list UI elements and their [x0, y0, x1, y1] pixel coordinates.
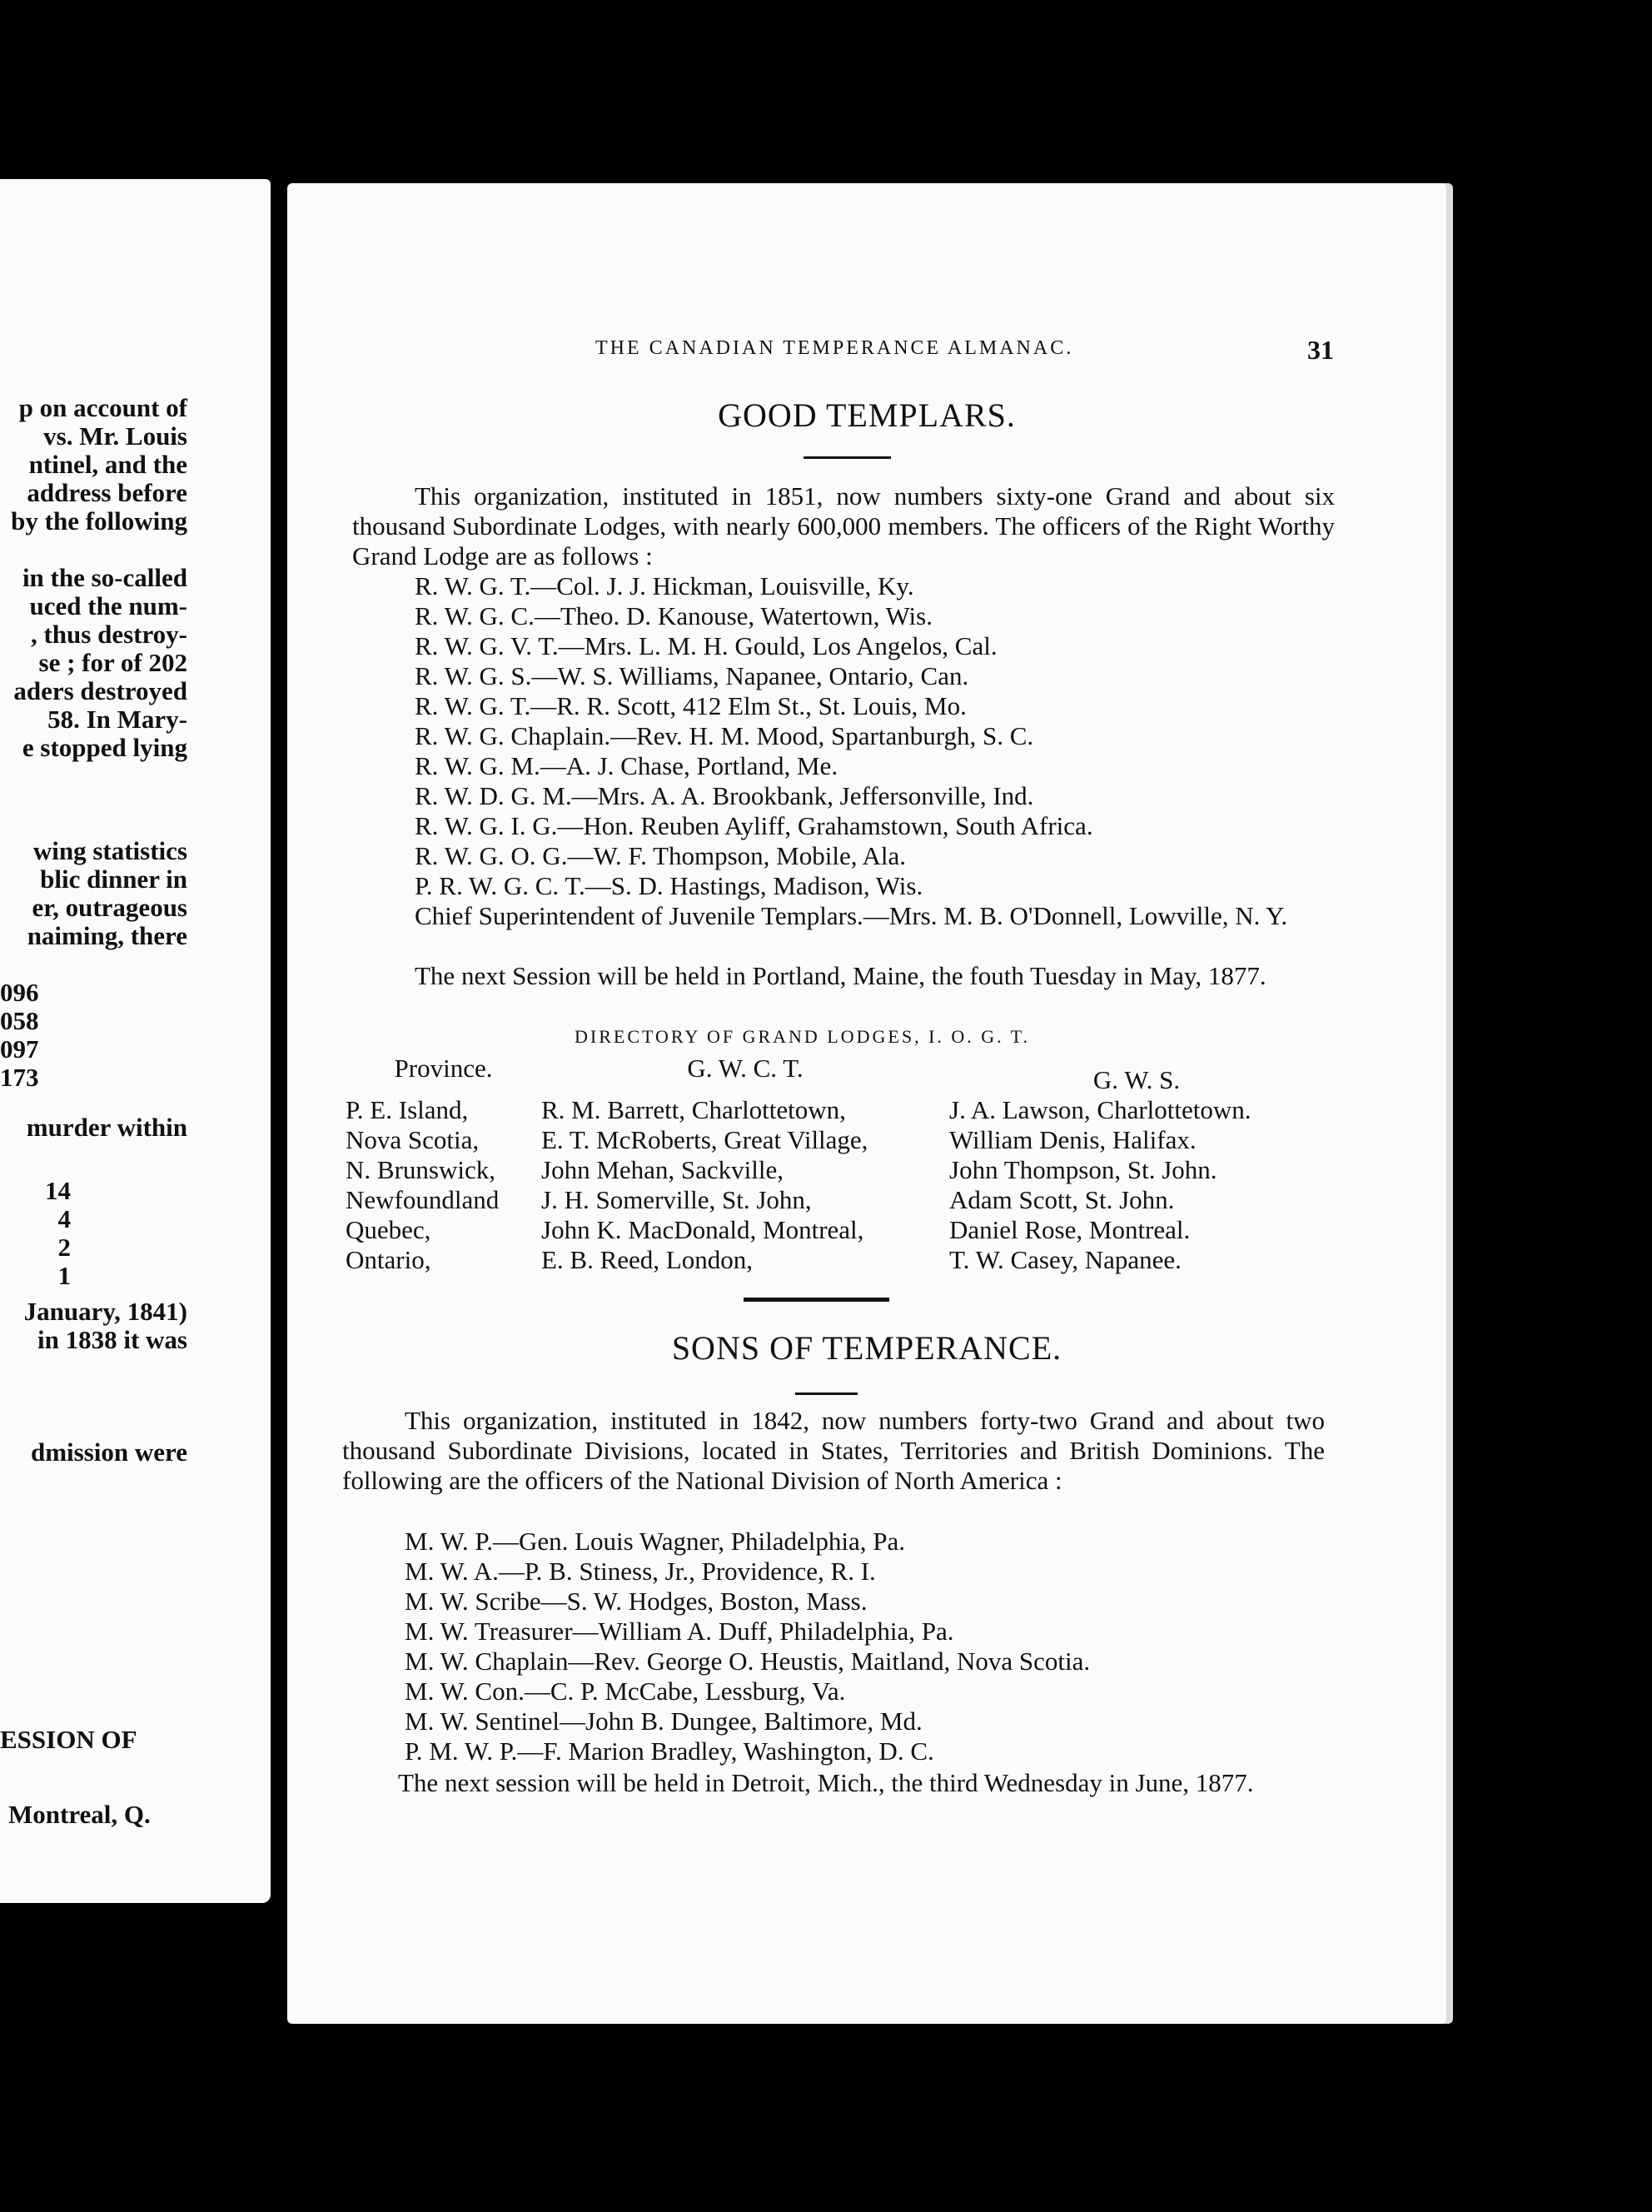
left-page-column — [0, 1113, 187, 1142]
sons-of-temperance-next-session: The next session will be held in Detroit, Mich., the third Wednesday in June, 1877. — [398, 1768, 1254, 1797]
directory-heading: DIRECTORY OF GRAND LODGES, I. O. G. T. — [575, 1026, 1031, 1047]
officer-entry: M. W. P.—Gen. Louis Wagner, Philadelphia, Pa. — [405, 1527, 906, 1556]
officer-entry: R. W. G. T.—Col. J. J. Hickman, Louisville, Ky. — [415, 571, 914, 600]
left-line: p on account of — [18, 393, 187, 422]
left-line: in 1838 it was — [37, 1325, 187, 1354]
left-line: 058 — [0, 1006, 39, 1035]
good-templars-next-session: The next Session will be held in Portland, Maine, the fouth Tuesday in May, 1877. — [415, 961, 1266, 990]
officer-entry: R. W. D. G. M.—Mrs. A. A. Brookbank, Jeffersonville, Ind. — [415, 781, 1034, 810]
page-number: 31 — [1307, 335, 1334, 365]
left-page-column — [0, 1726, 183, 1754]
table-row — [346, 1095, 1324, 1125]
left-line: aders destroyed — [13, 676, 187, 705]
gws-cell: T. W. Casey, Napanee. — [949, 1245, 1182, 1274]
table-row — [346, 1185, 1324, 1215]
left-line: address before — [27, 478, 187, 507]
officer-entry: M. W. Treasurer—William A. Duff, Philadelphia, Pa. — [405, 1617, 954, 1646]
good-templars-officers — [352, 571, 1351, 901]
gws-cell: Daniel Rose, Montreal. — [949, 1215, 1191, 1244]
gwct-cell: E. T. McRoberts, Great Village, — [541, 1125, 868, 1154]
left-line: 4 — [57, 1204, 71, 1233]
left-line: murder within — [26, 1113, 187, 1142]
province-cell: P. E. Island, — [346, 1095, 469, 1124]
officer-entry: M. W. Chaplain—Rev. George O. Heustis, Maitland, Nova Scotia. — [405, 1647, 1091, 1676]
gws-cell: William Denis, Halifax. — [949, 1125, 1197, 1154]
table-row — [346, 1245, 1324, 1275]
left-line: January, 1841) — [23, 1297, 187, 1326]
province-cell: Nova Scotia, — [346, 1125, 480, 1154]
left-line: 096 — [0, 978, 39, 1007]
gwct-cell: John K. MacDonald, Montreal, — [541, 1215, 864, 1244]
column-header-province: Province. — [394, 1054, 493, 1083]
column-header-gwct: G. W. C. T. — [687, 1054, 804, 1083]
sons-of-temperance-title: SONS OF TEMPERANCE. — [671, 1329, 1062, 1367]
column-header-gws: G. W. S. — [1092, 1065, 1181, 1094]
left-line: blic dinner in — [40, 864, 187, 894]
left-page-column — [0, 394, 187, 762]
officer-entry: R. W. G. I. G.—Hon. Reuben Ayliff, Grahamstown, South Africa. — [415, 811, 1093, 840]
left-line: naiming, there — [27, 921, 187, 950]
gwct-cell: John Mehan, Sackville, — [541, 1155, 784, 1184]
province-cell: N. Brunswick, — [346, 1155, 495, 1184]
left-line: by the following — [11, 506, 187, 536]
running-head: THE CANADIAN TEMPERANCE ALMANAC. — [595, 337, 1074, 359]
right-page — [287, 183, 1446, 2024]
chief-superintendent: Chief Superintendent of Juvenile Templars.—Mrs. M. B. O'Donnell, Lowville, N. Y. — [415, 901, 1288, 930]
left-line: er, outrageous — [32, 893, 187, 922]
officer-entry: M. W. Sentinel—John B. Dungee, Baltimore, Md. — [405, 1706, 923, 1736]
left-page-column — [0, 1438, 187, 1467]
left-line: wing statistics — [32, 836, 187, 865]
officer-entry: R. W. G. C.—Theo. D. Kanouse, Watertown, Wis. — [415, 601, 933, 630]
gws-cell: Adam Scott, St. John. — [949, 1185, 1175, 1214]
grand-lodges-directory — [346, 1054, 1324, 1275]
officer-entry: R. W. G. Chaplain.—Rev. H. M. Mood, Spartanburgh, S. C. — [415, 721, 1034, 750]
left-line: 097 — [0, 1034, 39, 1064]
left-line: in the so-called — [22, 563, 187, 592]
sons-of-temperance-intro: This organization, instituted in 1842, now numbers forty-two Grand and about two thousand Subordinate Divisions, located in States, Territories and British Dominions. The following are the officers of the National Division of North America : — [342, 1406, 1325, 1495]
table-row — [346, 1155, 1324, 1185]
officer-entry: M. W. A.—P. B. Stiness, Jr., Providence, R. I. — [405, 1557, 876, 1586]
gwct-cell: E. B. Reed, London, — [541, 1245, 753, 1274]
left-page-column — [0, 979, 67, 1092]
left-page-column — [0, 837, 187, 950]
left-page-column — [0, 1177, 187, 1290]
left-line: 173 — [0, 1063, 39, 1092]
left-line: 14 — [45, 1176, 71, 1205]
left-page-column — [0, 1298, 187, 1354]
section-divider-rule — [744, 1298, 889, 1302]
officer-entry: M. W. Con.—C. P. McCabe, Lessburg, Va. — [405, 1676, 846, 1706]
left-line: 58. In Mary- — [47, 705, 187, 734]
officer-entry: P. R. W. G. C. T.—S. D. Hastings, Madison, Wis. — [415, 871, 923, 900]
province-cell: Quebec, — [346, 1215, 431, 1244]
officer-entry: R. W. G. S.—W. S. Williams, Napanee, Ontario, Can. — [415, 661, 969, 690]
gws-cell: J. A. Lawson, Charlottetown. — [949, 1095, 1251, 1124]
left-line: uced the num- — [29, 591, 187, 620]
officer-entry: P. M. W. P.—F. Marion Bradley, Washington, D. C. — [405, 1736, 934, 1766]
left-line: e stopped lying — [22, 733, 187, 762]
gwct-cell: R. M. Barrett, Charlottetown, — [541, 1095, 846, 1124]
left-line: ESSION OF — [0, 1725, 137, 1754]
officer-entry: R. W. G. M.—A. J. Chase, Portland, Me. — [415, 751, 838, 780]
gws-cell: John Thompson, St. John. — [949, 1155, 1217, 1184]
good-templars-title: GOOD TEMPLARS. — [718, 396, 1016, 434]
officer-entry: R. W. G. O. G.—W. F. Thompson, Mobile, Ala. — [415, 841, 907, 870]
left-line: 2 — [57, 1233, 71, 1262]
left-line: se ; for of 202 — [38, 648, 187, 677]
table-row — [346, 1215, 1324, 1245]
left-line — [0, 536, 187, 564]
officer-entry: M. W. Scribe—S. W. Hodges, Boston, Mass. — [405, 1587, 868, 1616]
left-line: Montreal, Q. — [8, 1800, 151, 1829]
left-line: 1 — [57, 1261, 71, 1290]
sons-of-temperance-officers — [342, 1527, 1341, 1766]
table-row — [346, 1125, 1324, 1155]
left-page-fragment — [0, 179, 271, 1903]
left-page-column — [8, 1801, 225, 1829]
officer-entry: R. W. G. V. T.—Mrs. L. M. H. Gould, Los Angelos, Cal. — [415, 631, 998, 660]
left-line: dmission were — [30, 1437, 187, 1467]
province-cell: Ontario, — [346, 1245, 431, 1274]
gwct-cell: J. H. Somerville, St. John, — [541, 1185, 812, 1214]
left-line: ntinel, and the — [28, 450, 187, 479]
good-templars-intro: This organization, instituted in 1851, now numbers sixty-one Grand and about six thousand Subordinate Lodges, with nearly 600,000 members. The officers of the Right Worthy Grand Lodge are as follows : — [352, 481, 1335, 570]
title-rule — [795, 1392, 858, 1395]
officer-entry: R. W. G. T.—R. R. Scott, 412 Elm St., St. Louis, Mo. — [415, 691, 967, 720]
title-rule — [804, 456, 891, 459]
left-line: vs. Mr. Louis — [43, 421, 187, 451]
left-line: , thus destroy- — [30, 620, 187, 649]
province-cell: Newfoundland — [346, 1185, 500, 1214]
